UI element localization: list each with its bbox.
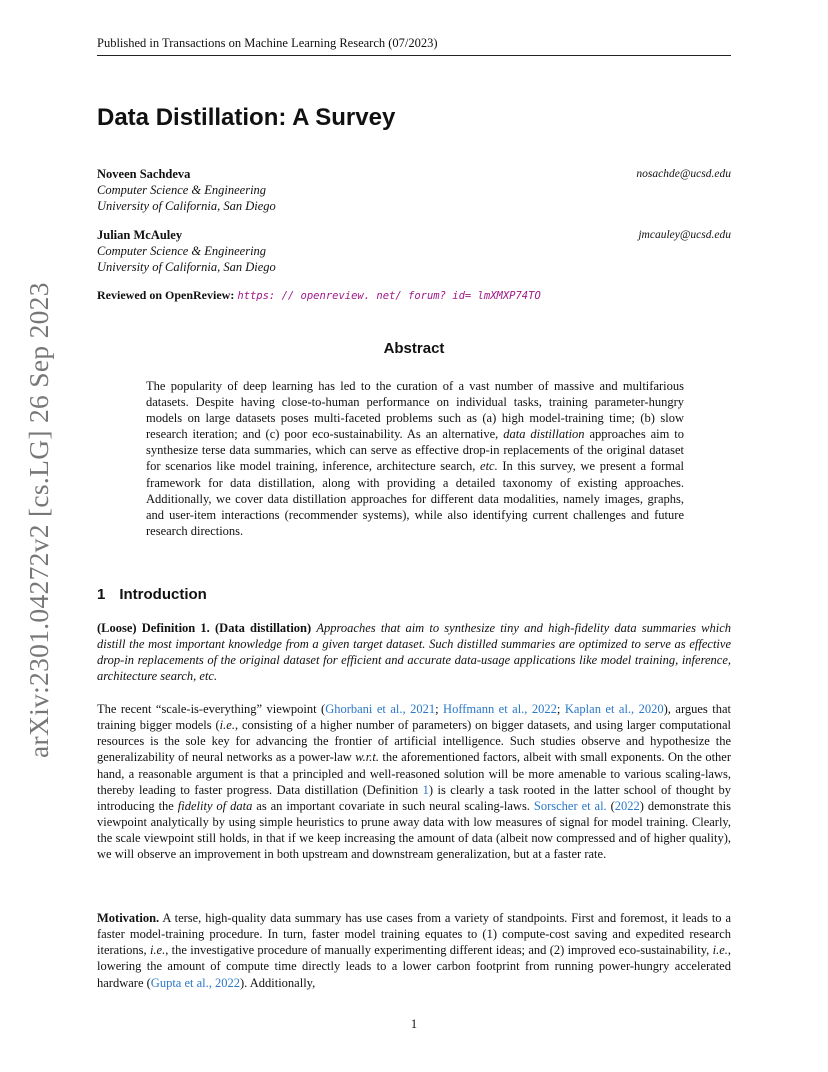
- emphasis: w.r.t.: [355, 750, 379, 765]
- definition-body: Approaches that aim to synthesize tiny and high-fidelity data summaries which distill the most important knowledge from a given target dataset. Such distilled summaries are optimized to serve as effective drop-in replacements of the original dataset for efficient and accurate data-usage applications like model training, inference, architecture search, etc.: [97, 621, 731, 684]
- definition-reference-link[interactable]: 1: [422, 782, 429, 797]
- emphasis: i.e.: [149, 943, 166, 958]
- review-label: Reviewed on OpenReview:: [97, 288, 235, 302]
- section-heading-introduction: [97, 586, 207, 603]
- author-email[interactable]: nosachde@ucsd.edu: [636, 168, 731, 180]
- author-name: Noveen Sachdeva: [97, 167, 191, 181]
- body-paragraph: [97, 701, 731, 863]
- author-university: University of California, San Diego: [97, 260, 276, 274]
- author-block: [97, 227, 731, 275]
- abstract-heading: Abstract: [383, 340, 445, 357]
- paper-title: Data Distillation: A Survey: [97, 104, 396, 131]
- section-title: Introduction: [119, 586, 207, 603]
- citation-link[interactable]: Sorscher et al.: [533, 798, 607, 813]
- text-run: , the investigative procedure of manually experimenting different ideas; and (2) improved eco-sustainability,: [165, 943, 713, 958]
- text-run: the aforementioned factors, albeit with small exponents. On the other hand, a reasonable argument is that a principled and well-reasoned solution will be more amenable to various scaling-laws, thereby leading to faster progress. Data distillation (Definition: [97, 750, 732, 797]
- text-run: ;: [435, 702, 444, 716]
- abstract-text: In this survey, we present a formal framework for data distillation, along with providing a detailed taxonomy of existing approaches. Additionally, we cover data distillation approaches for different data modalities, namely images, graphs, and user-item interactions (recommender systems), while also identifying current challenges and future research directions.: [146, 459, 684, 538]
- citation-link[interactable]: Kaplan et al., 2020: [564, 702, 664, 716]
- text-run: ), argues that training bigger models (: [97, 702, 731, 733]
- emphasis: i.e.: [712, 943, 728, 958]
- text-run: as an important covariate in such neural scaling-laws.: [252, 798, 534, 813]
- citation-link[interactable]: Gupta et al., 2022: [150, 975, 241, 990]
- section-number: 1: [97, 586, 106, 603]
- running-header: Published in Transactions on Machine Learning Research (07/2023): [97, 36, 438, 50]
- author-department: Computer Science & Engineering: [97, 244, 267, 258]
- motivation-paragraph: [97, 910, 731, 991]
- abstract-emphasis: data distillation: [503, 427, 585, 442]
- header-rule: [97, 55, 731, 56]
- text-run: The recent “scale-is-everything” viewpoint (: [97, 702, 326, 716]
- text-run: , lowering the amount of compute time directly leads to a lower carbon footprint from running power-hungry accelerated hardware (: [97, 943, 731, 990]
- review-line: [97, 288, 541, 303]
- author-name: Julian McAuley: [97, 228, 183, 242]
- author-university: University of California, San Diego: [97, 199, 276, 213]
- text-run: ;: [556, 702, 565, 716]
- author-email[interactable]: jmcauley@ucsd.edu: [638, 229, 731, 241]
- citation-link[interactable]: Ghorbani et al., 2021: [325, 702, 436, 716]
- paragraph-lead: Motivation.: [97, 911, 160, 925]
- emphasis: i.e.: [219, 718, 235, 733]
- page-number: 1: [410, 1017, 418, 1031]
- citation-link[interactable]: Hoffmann et al., 2022: [443, 702, 557, 716]
- emphasis: fidelity of data: [177, 798, 253, 813]
- text-run: A terse, high-quality data summary has use cases from a variety of standpoints. First and foremost, it leads to a faster model-training procedure. In turn, faster model training equates to (1) compute-cost saving and expedited research iterations,: [97, 911, 731, 958]
- definition-paragraph: [97, 620, 731, 685]
- text-run: (: [606, 798, 615, 813]
- abstract-text: approaches aim to synthesize terse data summaries, which can serve as effective drop-in replacements of the original dataset for scenarios like model training, inference, architecture search,: [146, 427, 685, 474]
- author-block: [97, 166, 731, 214]
- text-run: ) demonstrate this viewpoint analytically by using simple heuristics to prune away data with low measures of signal for model training. Clearly, the scale viewpoint still holds, in that if we keep increasing the amount of data (albeit now compressed and of higher quality), we will observe an improvement in both upstream and downstream generalization, but at a faster rate.: [97, 798, 731, 862]
- abstract-emphasis: etc.: [480, 459, 498, 474]
- text-run: , consisting of a higher number of parameters) on bigger datasets, and using larger computational resources is the sole key for advancing the frontier of artificial intelligence. Such studies observe and hypothesize the generalizability of neural networks as a power-law: [97, 718, 731, 765]
- openreview-link[interactable]: https: // openreview. net/ forum? id= lmXMXP74TO: [237, 290, 541, 302]
- abstract-body: [146, 378, 684, 539]
- author-department: Computer Science & Engineering: [97, 183, 267, 197]
- abstract-text: The popularity of deep learning has led to the curation of a vast number of massive and multifarious datasets. Despite having close-to-human performance on individual tasks, training parameter-hungry models on large datasets poses multi-faceted problems such as (a) high model-training time; (b) slow research iteration; and (c) poor eco-sustainability. As an alternative,: [146, 379, 684, 442]
- text-run: ). Additionally,: [240, 975, 316, 990]
- definition-lead: (Loose) Definition 1. (Data distillation): [97, 621, 312, 635]
- citation-link[interactable]: 2022: [614, 798, 640, 813]
- text-run: ) is clearly a task rooted in the latter school of thought by introducing the: [97, 782, 731, 813]
- arxiv-stamp: arXiv:2301.04272v2 [cs.LG] 26 Sep 2023: [23, 282, 54, 758]
